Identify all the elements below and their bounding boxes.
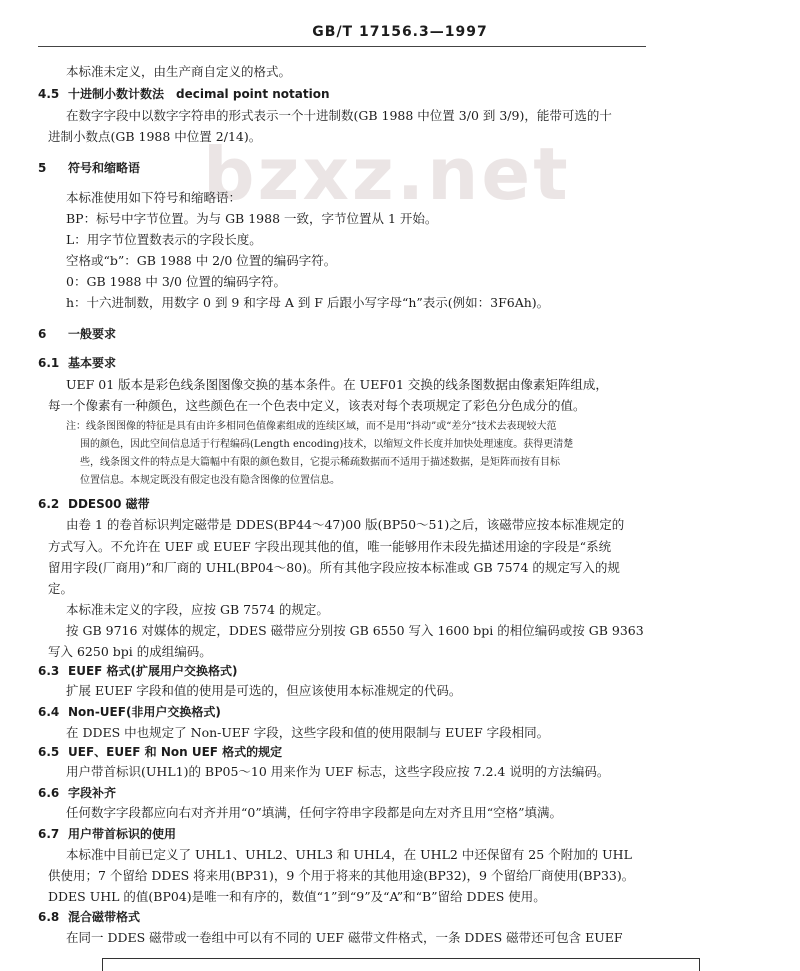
section-heading-6-8	[38, 909, 140, 925]
section-title: UEF、EUEF 和 Non UEF 格式的规定	[68, 745, 283, 759]
body-line: 空格或“b”：GB 1988 中 2/0 位置的编码字符。	[66, 253, 337, 268]
watermark: bzxz.net	[203, 132, 571, 216]
body-line: 本标准未定义，由生产商自定义的格式。	[66, 64, 292, 79]
section-title: 基本要求	[68, 356, 117, 370]
section-number: 4.5	[38, 87, 60, 101]
section-number: 6.6	[38, 786, 60, 800]
body-line: 定。	[48, 581, 74, 596]
section-number: 6.1	[38, 356, 60, 370]
section-title: 用户带首标识的使用	[68, 827, 177, 841]
section-heading-6-7	[38, 826, 176, 842]
body-line: 本标准未定义的字段，应按 GB 7574 的规定。	[66, 602, 329, 617]
body-line: 0：GB 1988 中 3/0 位置的编码字符。	[66, 274, 286, 289]
body-line: 在同一 DDES 磁带或一卷组中可以有不同的 UEF 磁带文件格式，一条 DDES 磁带还可包含 EUEF	[66, 930, 623, 945]
body-line: 在 DDES 中也规定了 Non-UEF 字段，这些字段和值的使用限制与 EUEF 字段相同。	[66, 725, 550, 740]
body-line: 在数字字段中以数字字符串的形式表示一个十进制数(GB 1988 中位置 3/0 到 3/9)，能带可选的十	[66, 108, 612, 123]
body-line: DDES UHL 的值(BP04)是唯一和有序的，数值“1”到“9”及“A”和“B”留给 DDES 使用。	[48, 889, 546, 904]
section-title: EUEF 格式(扩展用户交换格式)	[68, 664, 238, 678]
body-line: 用户带首标识(UHL1)的 BP05～10 用来作为 UEF 标志，这些字段应按 7.2.4 说明的方法编码。	[66, 764, 610, 779]
body-line: 写入 6250 bpi 的成组编码。	[48, 644, 212, 659]
body-line: h：十六进制数，用数字 0 到 9 和字母 A 到 F 后跟小写字母“h”表示(例如：3F6Ah)。	[66, 295, 550, 310]
note-line: 注：线条图图像的特征是具有由许多相同色值像素组成的连续区域，而不是用“抖动”或“差分”技术去表现较大范	[66, 421, 557, 432]
header-rule	[38, 46, 646, 47]
body-line: 本标准使用如下符号和缩略语：	[66, 190, 242, 205]
section-number: 6	[38, 327, 47, 341]
note-line: 围的颜色，因此空间信息适于行程编码(Length encoding)技术，以缩短文件长度并加快处理速度。获得更清楚	[80, 439, 574, 450]
section-title: Non-UEF(非用户交换格式)	[68, 705, 221, 719]
section-heading-6-5	[38, 744, 282, 760]
section-number: 6.4	[38, 705, 60, 719]
body-line: 扩展 EUEF 字段和值的使用是可选的，但应该使用本标准规定的代码。	[66, 683, 462, 698]
section-number: 6.5	[38, 745, 60, 759]
section-number: 6.8	[38, 910, 60, 924]
section-title: 十进制小数计数法 decimal point notation	[68, 87, 330, 101]
section-heading-6-3	[38, 663, 237, 679]
note-line: 位置信息。本规定既没有假定也没有隐含图像的位置信息。	[80, 475, 340, 486]
section-number: 6.3	[38, 664, 60, 678]
section-number: 5	[38, 161, 47, 175]
body-line: 任何数字字段都应向右对齐并用“0”填满，任何字符串字段都是向左对齐且用“空格”填满。	[66, 805, 563, 820]
section-heading-6	[38, 326, 116, 342]
body-line: 按 GB 9716 对媒体的规定，DDES 磁带应分别按 GB 6550 写入 1600 bpi 的相位编码或按 GB 9363	[66, 623, 644, 638]
section-heading-6-2	[38, 496, 150, 512]
table-frame-top	[102, 958, 700, 971]
section-title: 符号和缩略语	[68, 161, 141, 175]
body-line: 本标准中目前已定义了 UHL1、UHL2、UHL3 和 UHL4，在 UHL2 中还保留有 25 个附加的 UHL	[66, 847, 632, 862]
section-number: 6.2	[38, 497, 60, 511]
body-line: 进制小数点(GB 1988 中位置 2/14)。	[48, 129, 262, 144]
body-line: 每一个像素有一种颜色，这些颜色在一个色表中定义，该表对每个表项规定了彩色分色成分的值。	[48, 398, 586, 413]
body-line: BP：标号中字节位置。为与 GB 1988 一致，字节位置从 1 开始。	[66, 211, 438, 226]
body-line: 由卷 1 的卷首标识判定磁带是 DDES(BP44～47)00 版(BP50～51)之后，该磁带应按本标准规定的	[66, 517, 625, 532]
section-heading-6-4	[38, 704, 221, 720]
body-line: UEF 01 版本是彩色线条图图像交换的基本条件。在 UEF01 交换的线条图数据由像素矩阵组成，	[66, 377, 608, 392]
body-line: 方式写入。不允许在 UEF 或 EUEF 字段出现其他的值，唯一能够用作未段先描述用途的字段是“系统	[48, 539, 612, 554]
section-heading-5	[38, 160, 140, 176]
section-number: 6.7	[38, 827, 60, 841]
section-title: 字段补齐	[68, 786, 117, 800]
body-line: 留用字段(厂商用)”和厂商的 UHL(BP04～80)。所有其他字段应按本标准或 GB 7574 的规定写入的规	[48, 560, 620, 575]
section-heading-6-1	[38, 355, 116, 371]
note-line: 些，线条图文件的特点是大篇幅中有限的颜色数目，它提示稀疏数据而不适用于描述数据，是矩阵而按有目标	[80, 457, 560, 468]
section-title: 混合磁带格式	[68, 910, 141, 924]
body-line: L：用字节位置数表示的字段长度。	[66, 232, 262, 247]
standard-header: GB/T 17156.3—1997	[312, 24, 488, 40]
section-heading-6-6	[38, 785, 116, 801]
section-heading-4-5	[38, 86, 330, 102]
body-line: 供使用；7 个留给 DDES 将来用(BP31)，9 个用于将来的其他用途(BP32)，9 个留给厂商使用(BP33)。	[48, 868, 635, 883]
section-title: 一般要求	[68, 327, 117, 341]
section-title: DDES00 磁带	[68, 497, 150, 511]
